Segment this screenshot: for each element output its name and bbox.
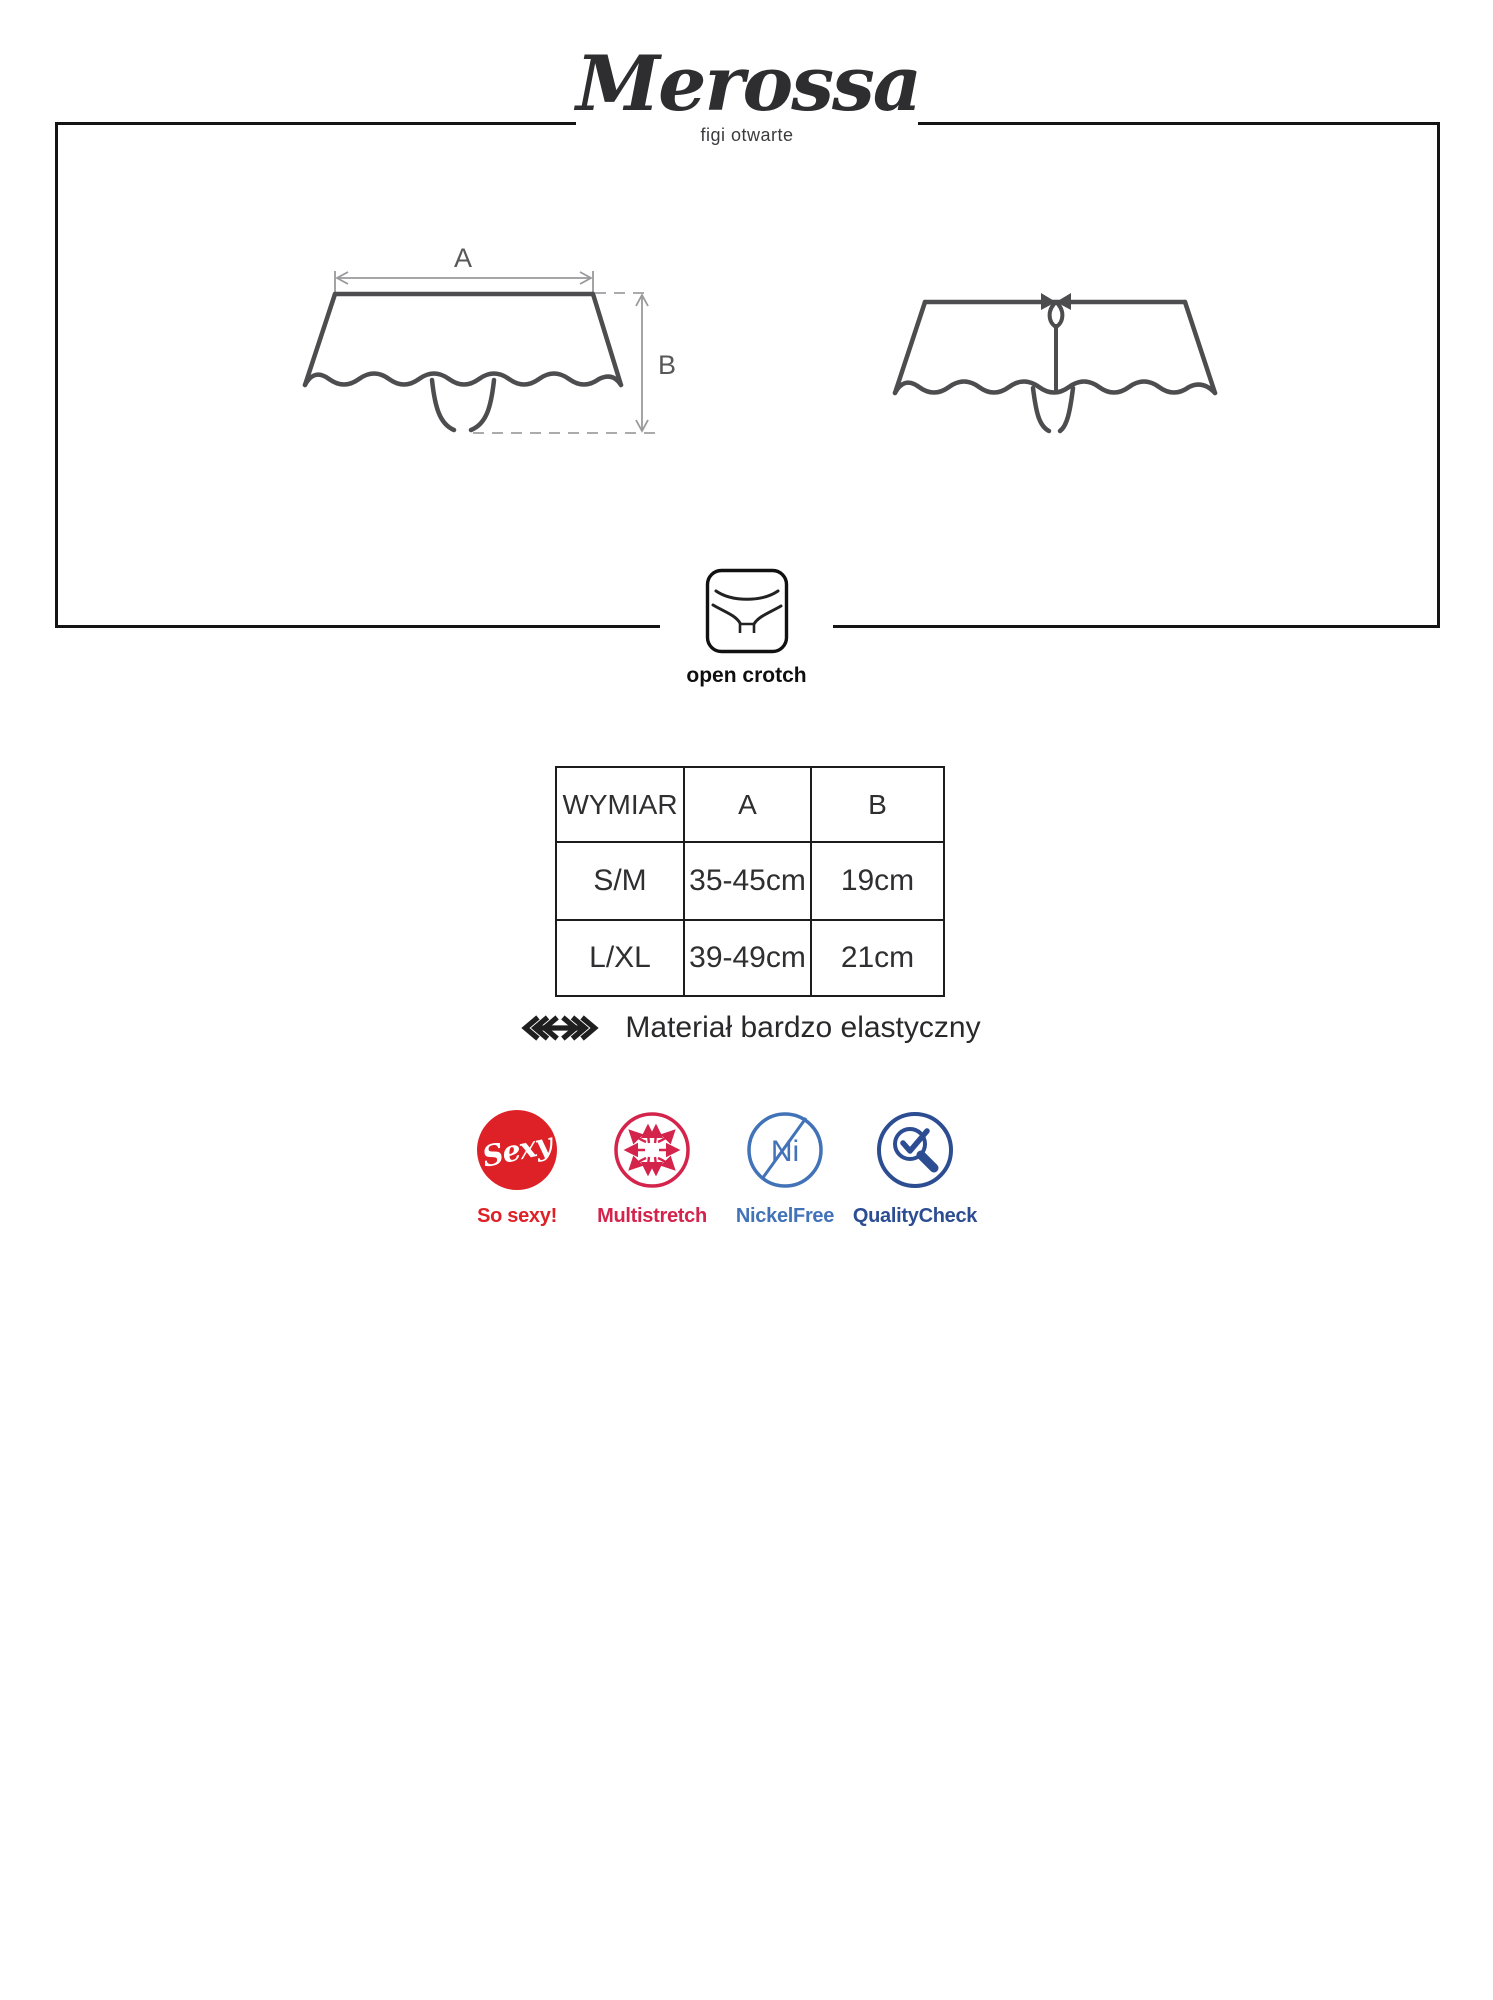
front-crotch-right [471, 380, 494, 430]
badge-qualitycheck [840, 1110, 990, 1228]
size-cell-lxl: L/XL [556, 920, 684, 996]
badge-qualitycheck-label: QualityCheck [852, 1205, 978, 1227]
badge-sexy-label: So sexy! [477, 1205, 557, 1227]
front-lace-hem [305, 374, 621, 386]
open-crotch-label: open crotch [686, 664, 807, 687]
size-cell-sm: S/M [556, 842, 684, 920]
dimension-a-label: A [453, 243, 473, 273]
back-crotch-right [1060, 388, 1073, 431]
badge-nickelfree-label: NickelFree [735, 1205, 835, 1227]
brand-name: Merossa [576, 39, 921, 128]
back-view-diagram [880, 240, 1240, 455]
back-crotch-left [1033, 388, 1049, 431]
magnifier-check-icon [875, 1110, 955, 1190]
size-table [555, 766, 945, 997]
size-cell-lxl-b: 21cm [811, 920, 944, 996]
bow-tail [1050, 302, 1063, 327]
no-nickel-icon [745, 1110, 825, 1190]
badge-nickelfree [710, 1110, 860, 1228]
back-right-edge [1185, 302, 1215, 393]
material-note-text: Materiał bardzo elastyczny [625, 1011, 981, 1044]
size-table-header-wymiar: WYMIAR [556, 767, 684, 842]
size-table-row-sm [556, 842, 944, 920]
badge-multistretch [577, 1110, 727, 1228]
back-left-edge [895, 302, 925, 393]
brand-logo [576, 36, 921, 188]
badge-multistretch-label: Multistretch [597, 1205, 707, 1227]
front-left-edge [305, 294, 335, 385]
size-table-header-a: A [684, 767, 811, 842]
front-right-edge [593, 294, 621, 385]
dimension-b-label: B [658, 350, 677, 380]
size-cell-sm-a: 35-45cm [684, 842, 811, 920]
sexy-red-circle-icon [477, 1110, 557, 1190]
size-cell-lxl-a: 39-49cm [684, 920, 811, 996]
front-view-diagram [290, 240, 682, 455]
material-note-row [0, 1008, 1493, 1048]
badge-sexy [442, 1110, 592, 1228]
size-table-header-row [556, 767, 944, 842]
size-table-row-lxl [556, 920, 944, 996]
front-crotch-left [432, 380, 454, 430]
size-table-header-b: B [811, 767, 944, 842]
sexy-circle-text: Sexy [479, 1126, 555, 1174]
open-crotch-feature [660, 556, 833, 702]
multistretch-arrows-icon [612, 1110, 692, 1190]
open-crotch-icon [705, 568, 789, 654]
brand-subtitle: figi otwarte [700, 125, 794, 145]
nickel-symbol-text: Ni [770, 1135, 800, 1168]
stretch-arrows-icon [512, 1015, 608, 1041]
size-cell-sm-b: 19cm [811, 842, 944, 920]
